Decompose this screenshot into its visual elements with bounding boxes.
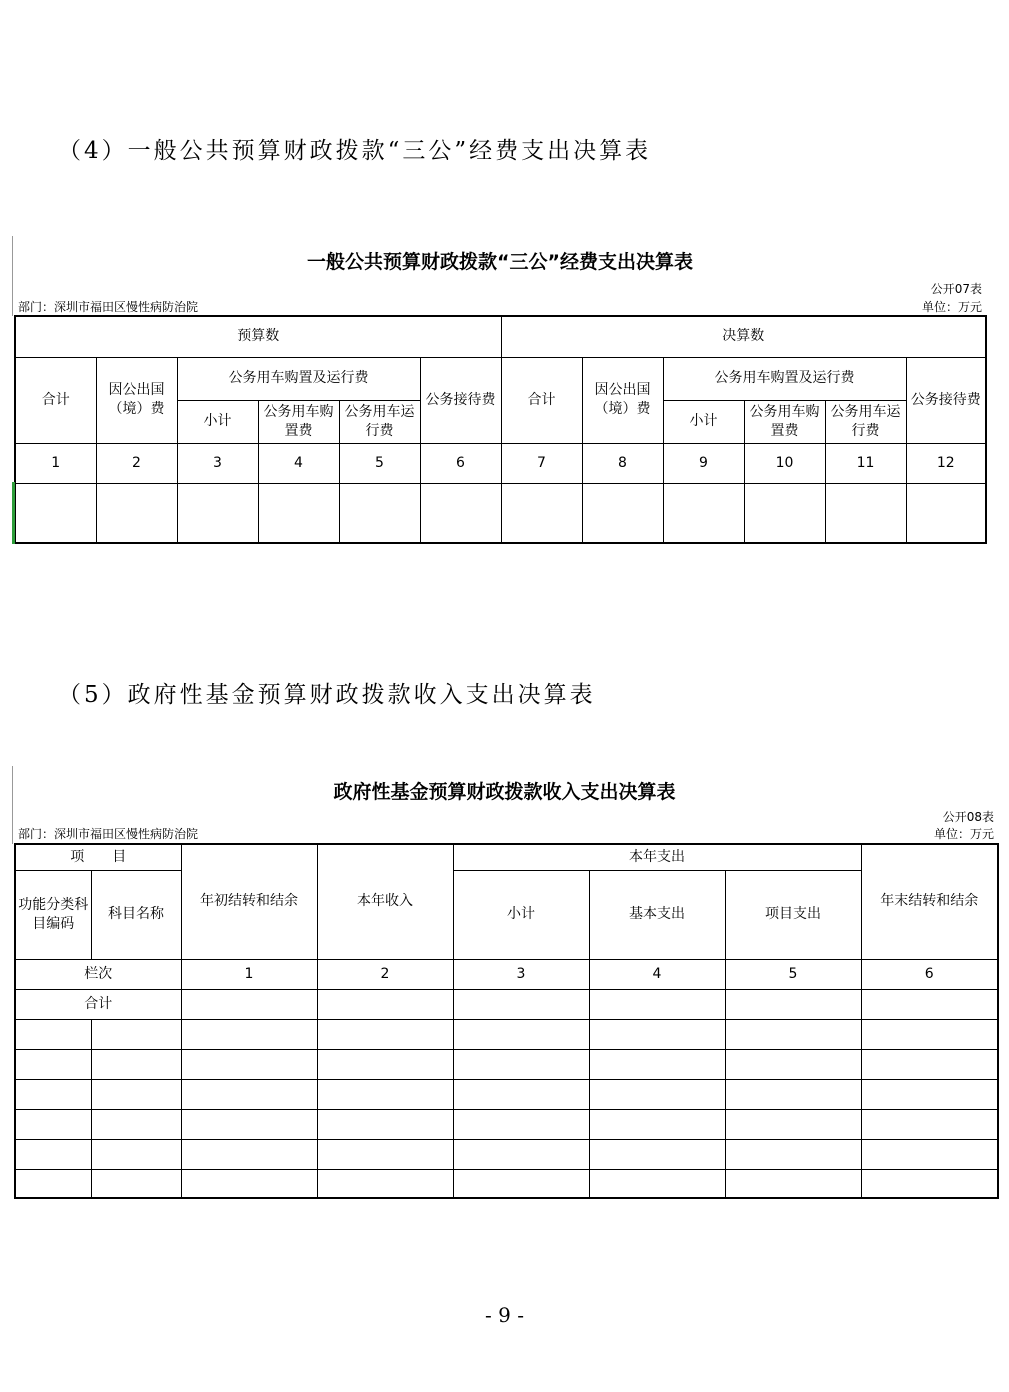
col-number: 4 bbox=[258, 443, 339, 483]
func-code-header: 功能分类科目编码 bbox=[15, 870, 91, 959]
col-number: 1 bbox=[15, 443, 96, 483]
col-number: 5 bbox=[725, 959, 861, 989]
table-row bbox=[15, 1019, 998, 1049]
col-number: 11 bbox=[825, 443, 906, 483]
budget-reception-header: 公务接待费 bbox=[420, 357, 501, 443]
table-row bbox=[15, 1049, 998, 1079]
section5-heading: （5）政府性基金预算财政拨款收入支出决算表 bbox=[58, 682, 596, 708]
end-balance-header: 年末结转和结余 bbox=[861, 844, 998, 959]
col-number: 6 bbox=[420, 443, 501, 483]
data-cell bbox=[501, 483, 582, 543]
col-number: 4 bbox=[589, 959, 725, 989]
final-total-header: 合计 bbox=[501, 357, 582, 443]
table1-form-no: 公开07表 bbox=[930, 282, 982, 296]
final-reception-header: 公务接待费 bbox=[906, 357, 986, 443]
gov-fund-table bbox=[14, 843, 999, 1199]
page-number: - 9 - bbox=[485, 1303, 524, 1327]
item-header: 项 目 bbox=[15, 844, 181, 870]
data-cell bbox=[906, 483, 986, 543]
final-car-purchase-header: 公务用车购置费 bbox=[744, 400, 825, 443]
budget-car-purchase-header: 公务用车购置费 bbox=[258, 400, 339, 443]
col-number: 3 bbox=[177, 443, 258, 483]
data-cell bbox=[258, 483, 339, 543]
budget-subtotal-header: 小计 bbox=[177, 400, 258, 443]
data-cell bbox=[15, 483, 96, 543]
data-cell bbox=[582, 483, 663, 543]
table2-form-no: 公开08表 bbox=[942, 810, 994, 824]
data-cell bbox=[663, 483, 744, 543]
expense-subtotal-header: 小计 bbox=[453, 870, 589, 959]
col-number: 1 bbox=[181, 959, 317, 989]
col-number: 3 bbox=[453, 959, 589, 989]
project-expense-header: 项目支出 bbox=[725, 870, 861, 959]
data-cell bbox=[825, 483, 906, 543]
col-number: 6 bbox=[861, 959, 998, 989]
table-row bbox=[15, 1169, 998, 1198]
col-number: 5 bbox=[339, 443, 420, 483]
three-public-expense-table bbox=[14, 315, 987, 544]
data-cell bbox=[96, 483, 177, 543]
final-header: 决算数 bbox=[501, 316, 986, 357]
data-cell bbox=[861, 989, 998, 1019]
row-label: 栏次 bbox=[15, 959, 181, 989]
table1-title: 一般公共预算财政拨款“三公”经费支出决算表 bbox=[307, 251, 693, 273]
section4-heading: （4）一般公共预算财政拨款“三公”经费支出决算表 bbox=[58, 138, 652, 164]
col-number: 7 bbox=[501, 443, 582, 483]
begin-balance-header: 年初结转和结余 bbox=[181, 844, 317, 959]
selected-cell-indicator bbox=[12, 482, 15, 544]
col-number: 2 bbox=[96, 443, 177, 483]
table-row bbox=[15, 1109, 998, 1139]
basic-expense-header: 基本支出 bbox=[589, 870, 725, 959]
expense-header: 本年支出 bbox=[453, 844, 861, 870]
table2-unit: 单位：万元 bbox=[933, 827, 994, 841]
final-car-running-header: 公务用车运行费 bbox=[825, 400, 906, 443]
budget-header: 预算数 bbox=[15, 316, 501, 357]
subject-name-header: 科目名称 bbox=[91, 870, 181, 959]
budget-abroad-header: 因公出国（境）费 bbox=[96, 357, 177, 443]
final-subtotal-header: 小计 bbox=[663, 400, 744, 443]
data-cell bbox=[317, 989, 453, 1019]
budget-car-header: 公务用车购置及运行费 bbox=[177, 357, 420, 400]
data-cell bbox=[339, 483, 420, 543]
table2-title: 政府性基金预算财政拨款收入支出决算表 bbox=[333, 781, 676, 803]
col-number: 8 bbox=[582, 443, 663, 483]
col-number: 12 bbox=[906, 443, 986, 483]
data-cell bbox=[589, 989, 725, 1019]
data-cell bbox=[181, 989, 317, 1019]
col-number: 2 bbox=[317, 959, 453, 989]
col-number: 9 bbox=[663, 443, 744, 483]
table1-dept: 部门：深圳市福田区慢性病防治院 bbox=[18, 300, 199, 314]
budget-total-header: 合计 bbox=[15, 357, 96, 443]
budget-car-running-header: 公务用车运行费 bbox=[339, 400, 420, 443]
final-abroad-header: 因公出国（境）费 bbox=[582, 357, 663, 443]
table2-dept: 部门：深圳市福田区慢性病防治院 bbox=[18, 827, 199, 841]
total-label: 合计 bbox=[15, 989, 181, 1019]
col-number: 10 bbox=[744, 443, 825, 483]
data-cell bbox=[177, 483, 258, 543]
data-cell bbox=[744, 483, 825, 543]
data-cell bbox=[420, 483, 501, 543]
table-row bbox=[15, 1079, 998, 1109]
table-row bbox=[15, 1139, 998, 1169]
final-car-header: 公务用车购置及运行费 bbox=[663, 357, 906, 400]
data-cell bbox=[725, 989, 861, 1019]
income-header: 本年收入 bbox=[317, 844, 453, 959]
data-cell bbox=[453, 989, 589, 1019]
table1-unit: 单位：万元 bbox=[921, 300, 982, 314]
